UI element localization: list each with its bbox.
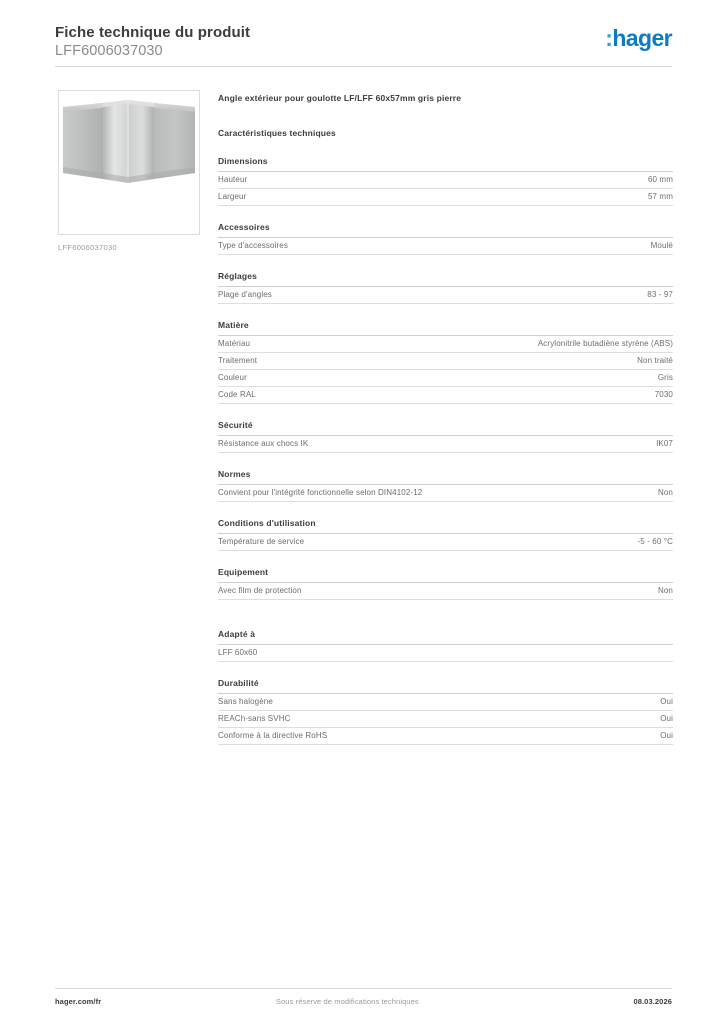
spec-row bbox=[218, 387, 673, 404]
specification-tables bbox=[218, 155, 673, 745]
spec-label: Traitement bbox=[218, 356, 258, 365]
product-image-caption: LFF6006037030 bbox=[58, 243, 117, 252]
spec-section bbox=[218, 155, 673, 206]
spec-label: Couleur bbox=[218, 373, 247, 382]
header-divider bbox=[55, 66, 672, 67]
footer-date: 08.03.2026 bbox=[633, 997, 672, 1006]
spec-label: Code RAL bbox=[218, 390, 256, 399]
spec-row bbox=[218, 534, 673, 551]
product-corner-piece-icon bbox=[59, 91, 199, 234]
spec-label: Hauteur bbox=[218, 175, 248, 184]
spec-section bbox=[218, 468, 673, 502]
spec-section-title: Sécurité bbox=[218, 419, 673, 436]
spec-section-title: Réglages bbox=[218, 270, 673, 287]
spec-section bbox=[218, 566, 673, 600]
spec-row bbox=[218, 238, 673, 255]
logo-wordmark: hager bbox=[612, 25, 672, 51]
spec-label: REACh-sans SVHC bbox=[218, 714, 291, 723]
spec-value: Oui bbox=[660, 731, 673, 740]
spec-row bbox=[218, 583, 673, 600]
spec-row bbox=[218, 172, 673, 189]
spec-section-title: Matière bbox=[218, 319, 673, 336]
spec-row bbox=[218, 189, 673, 206]
spec-label: Avec film de protection bbox=[218, 586, 302, 595]
spec-value: 7030 bbox=[654, 390, 673, 399]
spec-section-title: Dimensions bbox=[218, 155, 673, 172]
spec-label: Plage d'angles bbox=[218, 290, 272, 299]
product-name: Angle extérieur pour goulotte LF/LFF 60x57mm gris pierre bbox=[218, 93, 462, 103]
spec-row bbox=[218, 370, 673, 387]
spec-row bbox=[218, 353, 673, 370]
footer-disclaimer: Sous réserve de modifications techniques bbox=[275, 997, 419, 1006]
product-reference: LFF6006037030 bbox=[55, 43, 163, 59]
spec-label: Convient pour l'intégrité fonctionnelle selon DIN4102-12 bbox=[218, 488, 423, 497]
spec-label: Conforme à la directive RoHS bbox=[218, 731, 328, 740]
spec-label: LFF 60x60 bbox=[218, 648, 258, 657]
spec-section bbox=[218, 419, 673, 453]
spec-row bbox=[218, 485, 673, 502]
page-footer bbox=[55, 997, 672, 1006]
footer-website-link[interactable]: hager.com/fr bbox=[55, 997, 102, 1006]
spec-value: 83 - 97 bbox=[647, 290, 673, 299]
spec-label: Résistance aux chocs IK bbox=[218, 439, 309, 448]
spec-label: Matériau bbox=[218, 339, 251, 348]
page-header bbox=[55, 22, 672, 67]
spec-value: Non traité bbox=[637, 356, 673, 365]
logo-colon-icon: : bbox=[605, 25, 613, 51]
spec-value: Non bbox=[657, 586, 673, 595]
spec-value: IK07 bbox=[656, 439, 673, 448]
spec-label: Type d'accessoires bbox=[218, 241, 288, 250]
spec-section bbox=[218, 319, 673, 404]
spec-row bbox=[218, 336, 673, 353]
page-title: Fiche technique du produit bbox=[55, 24, 251, 41]
spec-row bbox=[218, 645, 673, 662]
product-image-frame bbox=[58, 90, 200, 235]
spec-value: Gris bbox=[657, 373, 673, 382]
specifications-column bbox=[218, 92, 673, 745]
spec-table bbox=[218, 628, 673, 745]
spec-value: Non bbox=[657, 488, 673, 497]
spec-row bbox=[218, 694, 673, 711]
spec-row bbox=[218, 287, 673, 304]
spec-value: Oui bbox=[660, 714, 673, 723]
spec-table bbox=[218, 155, 673, 600]
spec-value: -5 - 60 °C bbox=[637, 537, 673, 546]
spec-value: 57 mm bbox=[647, 192, 673, 201]
hager-logo bbox=[605, 22, 672, 50]
title-block bbox=[55, 22, 250, 60]
spec-section-title: Conditions d'utilisation bbox=[218, 517, 673, 534]
spec-section bbox=[218, 270, 673, 304]
product-image-column bbox=[58, 90, 200, 252]
spec-value: Moulé bbox=[650, 241, 673, 250]
spec-section-title: Accessoires bbox=[218, 221, 673, 238]
spec-value: Acrylonitrile butadiène styrène (ABS) bbox=[537, 339, 673, 348]
footer-divider bbox=[55, 988, 672, 989]
spec-row bbox=[218, 728, 673, 745]
spec-value: 60 mm bbox=[647, 175, 673, 184]
spec-row bbox=[218, 436, 673, 453]
spec-label: Sans halogène bbox=[218, 697, 273, 706]
spec-label: Largeur bbox=[218, 192, 247, 201]
spec-row bbox=[218, 711, 673, 728]
spec-section-title: Durabilité bbox=[218, 677, 673, 694]
specifications-heading: Caractéristiques techniques bbox=[218, 128, 336, 138]
spec-label: Température de service bbox=[218, 537, 305, 546]
spec-section-title: Normes bbox=[218, 468, 673, 485]
spec-section bbox=[218, 517, 673, 551]
spec-section bbox=[218, 221, 673, 255]
spec-section bbox=[218, 677, 673, 745]
spec-section-title: Adapté à bbox=[218, 628, 673, 645]
spec-section-title: Equipement bbox=[218, 566, 673, 583]
spec-value: Oui bbox=[660, 697, 673, 706]
spec-section bbox=[218, 628, 673, 662]
